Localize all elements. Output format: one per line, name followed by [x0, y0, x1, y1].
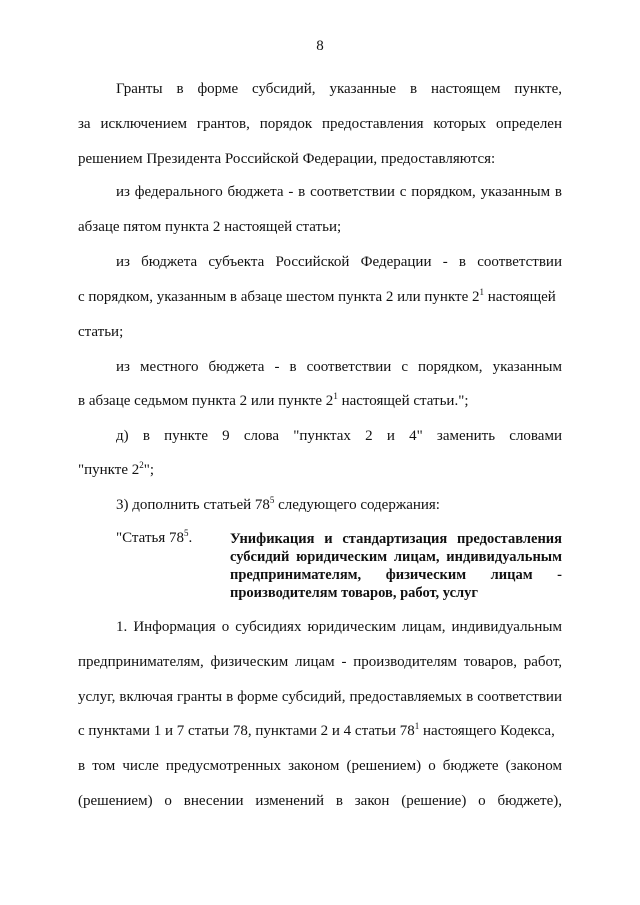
- page-number: 8: [316, 38, 324, 54]
- paragraph-1-line-3: решением Президента Российской Федерации, предоставляются:: [78, 151, 496, 167]
- paragraph-7-line-3: услуг, включая гранты в форме субсидий, предоставляемых в соответствии: [78, 689, 562, 705]
- paragraph-1-line-1: Гранты в форме субсидий, указанные в настоящем пункте,: [116, 81, 562, 97]
- paragraph-7-line-6: (решением) о внесении изменений в закон (решение) о бюджете),: [78, 793, 562, 809]
- paragraph-7-line-4: с пунктами 1 и 7 статьи 78, пунктами 2 и 4 статьи $78^1$ настоящего Кодекса,: [78, 721, 555, 739]
- paragraph-7-line-5: в том числе предусмотренных законом (решением) о бюджете (законом: [78, 758, 562, 774]
- paragraph-3-line-1: из бюджета субъекта Российской Федерации - в соответствии: [116, 254, 562, 270]
- article-label: "Статья $78^5$.: [116, 528, 193, 546]
- paragraph-5-line-1: д) в пункте 9 слова "пунктах 2 и 4" заменить словами: [116, 428, 562, 444]
- paragraph-2-line-1: из федерального бюджета - в соответствии с порядком, указанным в: [116, 184, 562, 200]
- article-title-line-1: Унификация и стандартизация предоставления: [230, 531, 562, 547]
- paragraph-6: 3) дополнить статьей $78^5$ следующего содержания:: [116, 495, 440, 513]
- paragraph-4-line-1: из местного бюджета - в соответствии с порядком, указанным: [116, 359, 562, 375]
- article-title-line-2: субсидий юридическим лицам, индивидуальным: [230, 549, 562, 565]
- paragraph-4-line-2: в абзаце седьмом пункта 2 или пункте $2^1$ настоящей статьи.";: [78, 391, 469, 409]
- article-title-line-3: предпринимателям, физическим лицам -: [230, 567, 562, 583]
- paragraph-7-line-1: 1. Информация о субсидиях юридическим лицам, индивидуальным: [116, 619, 562, 635]
- paragraph-3-line-2: с порядком, указанным в абзаце шестом пункта 2 или пункте $2^1$ настоящей: [78, 287, 556, 305]
- paragraph-5-line-2: "пункте $2^2$";: [78, 460, 155, 478]
- article-title: [230, 530, 562, 602]
- paragraph-7-line-2: предпринимателям, физическим лицам - производителям товаров, работ,: [78, 654, 562, 670]
- paragraph-3-line-3: статьи;: [78, 324, 124, 340]
- article-title-line-4: производителям товаров, работ, услуг: [230, 585, 479, 601]
- paragraph-2-line-2: абзаце пятом пункта 2 настоящей статьи;: [78, 219, 342, 235]
- paragraph-1-line-2: за исключением грантов, порядок предоставления которых определен: [78, 116, 562, 132]
